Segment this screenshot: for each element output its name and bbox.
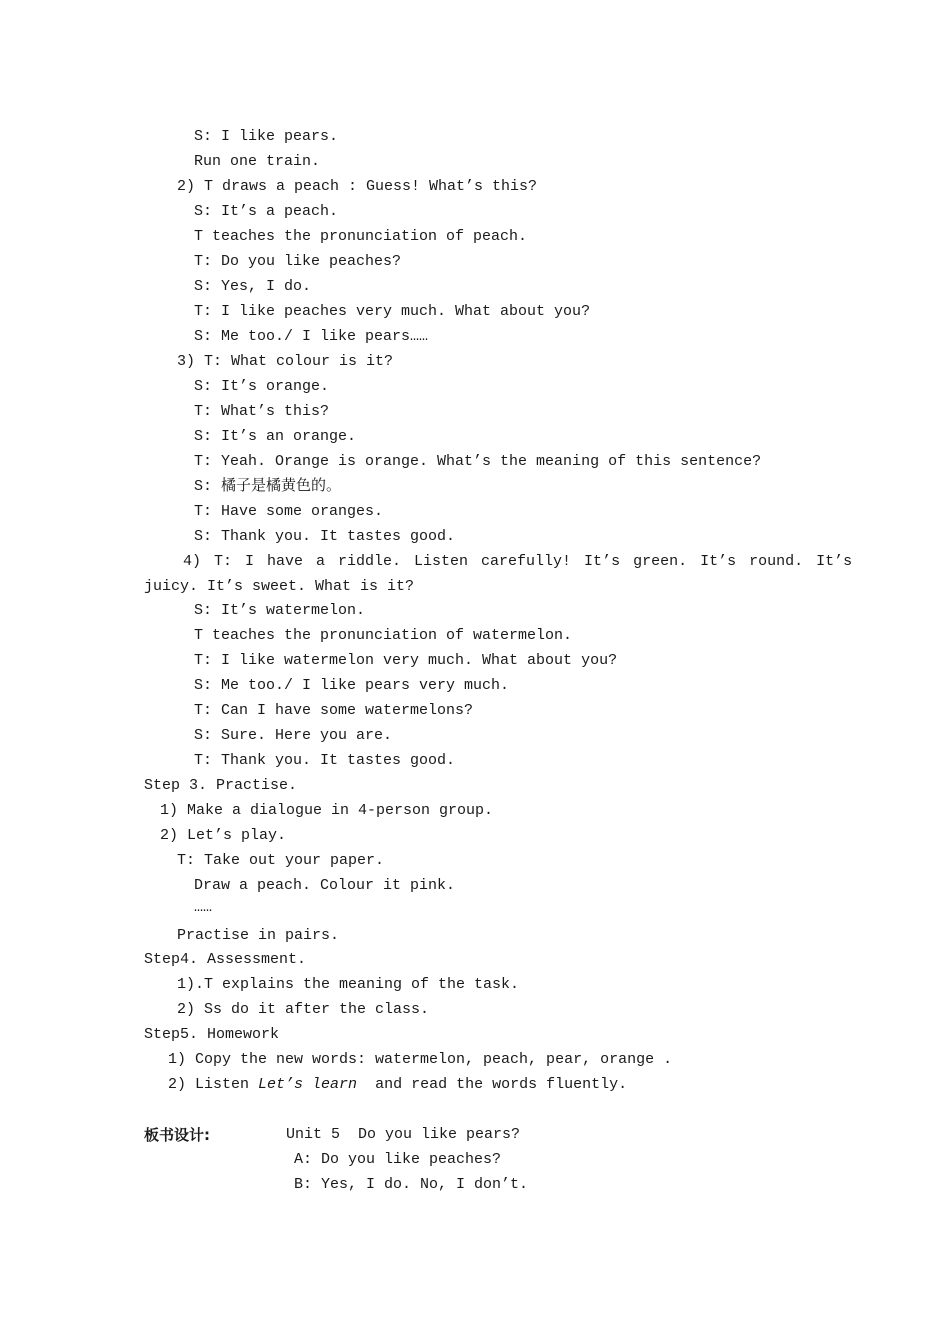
- text-line: Draw a peach. Colour it pink.: [194, 877, 456, 894]
- text-line: ……: [194, 899, 213, 916]
- text-line: S: It’s an orange.: [194, 428, 357, 445]
- text-line: T: I like peaches very much. What about you?: [194, 303, 591, 320]
- text-line: S: Me too./ I like pears……: [194, 328, 429, 345]
- text-line: 2) T draws a peach : Guess! What’s this?: [177, 178, 538, 195]
- section-heading: Step 3. Practise.: [144, 777, 298, 794]
- board-title: Unit 5 Do you like pears?: [286, 1126, 521, 1143]
- text-line: T: Thank you. It tastes good.: [194, 752, 456, 769]
- text-line: 3) T: What colour is it?: [177, 353, 394, 370]
- section-heading: Step5. Homework: [144, 1026, 280, 1043]
- text-line: T: What’s this?: [194, 403, 330, 420]
- text-line: [168, 1075, 627, 1095]
- text-line: S: Me too./ I like pears very much.: [194, 677, 510, 694]
- board-design-label: 板书设计:: [144, 1126, 210, 1144]
- section-heading: Step4. Assessment.: [144, 951, 307, 968]
- text-fragment: and read the words fluently.: [375, 1076, 628, 1093]
- text-line: T teaches the pronunciation of watermelon.: [194, 627, 573, 644]
- text-line: S: It’s watermelon.: [194, 602, 366, 619]
- text-line: T: Can I have some watermelons?: [194, 702, 474, 719]
- text-line: 2) Ss do it after the class.: [177, 1001, 430, 1018]
- italic-phrase: Let’s learn: [258, 1076, 358, 1093]
- text-line: 4) T: I have a riddle. Listen carefully! It’s green. It’s round. It’s: [183, 553, 853, 570]
- text-line: T: Yeah. Orange is orange. What’s the meaning of this sentence?: [194, 453, 762, 470]
- text-line: S: It’s orange.: [194, 378, 330, 395]
- text-line: S: It’s a peach.: [194, 203, 339, 220]
- text-line: S: Yes, I do.: [194, 278, 312, 295]
- text-line: T: I like watermelon very much. What about you?: [194, 652, 618, 669]
- text-line: T: Do you like peaches?: [194, 253, 402, 270]
- text-line: juicy. It’s sweet. What is it?: [144, 578, 415, 595]
- text-line: 1) Make a dialogue in 4-person group.: [160, 802, 494, 819]
- text-line: Run one train.: [194, 153, 321, 170]
- text-line: S: Thank you. It tastes good.: [194, 528, 456, 545]
- text-fragment: 2) Listen: [168, 1076, 259, 1093]
- text-line: Practise in pairs.: [177, 927, 340, 944]
- text-line: 1).T explains the meaning of the task.: [177, 976, 520, 993]
- text-line: T teaches the pronunciation of peach.: [194, 228, 528, 245]
- text-line: 1) Copy the new words: watermelon, peach, pear, orange .: [168, 1051, 673, 1068]
- text-line: S: Sure. Here you are.: [194, 727, 393, 744]
- board-line-a: A: Do you like peaches?: [294, 1151, 502, 1168]
- text-line: T: Take out your paper.: [177, 852, 385, 869]
- text-line: S: I like pears.: [194, 128, 339, 145]
- text-line: T: Have some oranges.: [194, 503, 384, 520]
- text-line: S: 橘子是橘黄色的。: [194, 478, 342, 495]
- board-line-b: B: Yes, I do. No, I don’t.: [294, 1176, 529, 1193]
- text-line: 2) Let’s play.: [160, 827, 287, 844]
